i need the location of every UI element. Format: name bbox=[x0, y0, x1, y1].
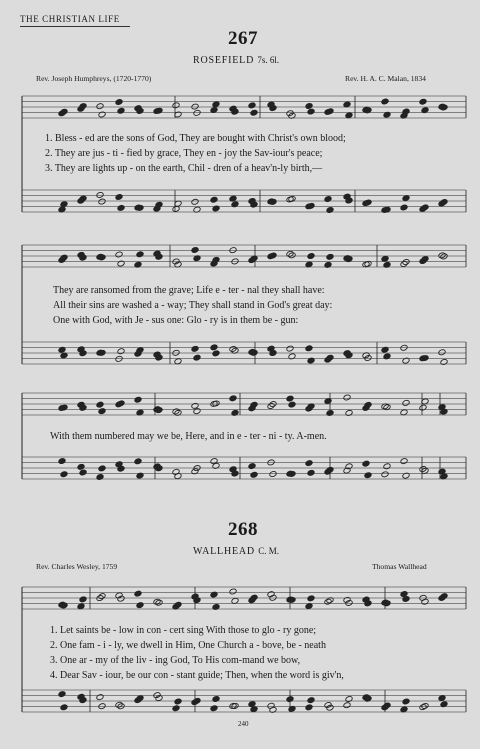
note-head bbox=[250, 594, 258, 601]
note-head bbox=[383, 463, 391, 470]
note-head bbox=[174, 698, 182, 705]
note-head bbox=[438, 349, 446, 356]
note-head bbox=[98, 408, 106, 415]
note-head bbox=[286, 345, 294, 352]
note-head bbox=[210, 196, 218, 203]
note-head bbox=[288, 196, 296, 203]
note-head bbox=[96, 474, 104, 481]
note-head bbox=[60, 404, 68, 411]
note-head bbox=[212, 101, 220, 108]
note-head bbox=[193, 109, 201, 116]
hymn-267-s2-verse-2: All their sins are washed a - way; They shall stand in God's great day: bbox=[53, 300, 333, 311]
note-head bbox=[345, 112, 353, 119]
hymn-268-verse-4: 4. Dear Sav - iour, be our con - stant guide; Then, when the word is giv'n, bbox=[50, 670, 344, 681]
note-head bbox=[286, 395, 294, 402]
note-head bbox=[381, 98, 389, 105]
note-head bbox=[134, 590, 142, 597]
note-head bbox=[343, 394, 351, 401]
note-head bbox=[345, 696, 353, 703]
note-head bbox=[60, 254, 68, 261]
note-head bbox=[362, 460, 370, 467]
note-head bbox=[307, 469, 315, 476]
note-head bbox=[440, 199, 448, 206]
note-head bbox=[307, 253, 315, 260]
note-head bbox=[134, 396, 142, 403]
note-head bbox=[58, 691, 66, 698]
note-head bbox=[115, 194, 123, 201]
note-head bbox=[77, 463, 85, 470]
page-number: 240 bbox=[238, 720, 249, 728]
note-head bbox=[98, 198, 106, 205]
note-head bbox=[402, 108, 410, 115]
note-head bbox=[212, 256, 220, 263]
note-head bbox=[421, 598, 429, 605]
tune-meter: C. M. bbox=[258, 546, 280, 556]
note-head bbox=[326, 466, 334, 473]
tune-meter: 7s. 6l. bbox=[257, 55, 280, 65]
note-head bbox=[250, 109, 258, 116]
note-head bbox=[191, 247, 199, 254]
note-head bbox=[305, 460, 313, 467]
note-head bbox=[307, 595, 315, 602]
note-head bbox=[98, 111, 106, 118]
note-head bbox=[79, 596, 87, 603]
note-head bbox=[212, 205, 220, 212]
note-head bbox=[115, 99, 123, 106]
hymn-267-number: 267 bbox=[228, 28, 258, 49]
note-head bbox=[269, 471, 277, 478]
note-head bbox=[134, 458, 142, 465]
note-head bbox=[155, 201, 163, 208]
note-head bbox=[286, 696, 294, 703]
note-head bbox=[248, 102, 256, 109]
hymn-268-words-by: Rev. Charles Wesley, 1759 bbox=[36, 562, 118, 571]
note-head bbox=[438, 252, 446, 259]
hymn-267-s2-verse-3: One with God, with Je - sus one: Glo - ry is in them be - gun: bbox=[53, 315, 299, 326]
note-head bbox=[174, 358, 182, 365]
note-head bbox=[210, 705, 218, 712]
note-head bbox=[60, 471, 68, 478]
note-head bbox=[77, 603, 85, 610]
note-head bbox=[212, 696, 220, 703]
note-head bbox=[402, 399, 410, 406]
note-head bbox=[326, 207, 334, 214]
note-head bbox=[117, 107, 125, 114]
note-head bbox=[212, 350, 220, 357]
hymn-268-verse-1: 1. Let saints be - low in con - cert sing With those to glo - ry gone; bbox=[50, 625, 317, 636]
note-head bbox=[343, 702, 351, 709]
note-head bbox=[79, 469, 87, 476]
note-head bbox=[229, 588, 237, 595]
note-head bbox=[400, 204, 408, 211]
tune-name: ROSEFIELD bbox=[193, 55, 255, 66]
note-head bbox=[307, 357, 315, 364]
hymn-267-s3-verse-1: With them numbered may we be, Here, and in e - ter - ni - ty. A-men. bbox=[50, 431, 327, 442]
note-head bbox=[229, 395, 237, 402]
note-head bbox=[364, 199, 372, 206]
note-head bbox=[96, 694, 104, 701]
note-head bbox=[421, 204, 429, 211]
note-head bbox=[307, 202, 315, 209]
note-head bbox=[400, 458, 408, 465]
note-head bbox=[96, 192, 104, 199]
note-head bbox=[193, 354, 201, 361]
note-head bbox=[419, 98, 427, 105]
hymn-268-verse-3: 3. One ar - my of the liv - ing God, To His com-mand we bow, bbox=[50, 655, 301, 666]
note-head bbox=[307, 108, 315, 115]
note-head bbox=[250, 471, 258, 478]
note-head bbox=[250, 401, 258, 408]
note-head bbox=[212, 604, 220, 611]
note-head bbox=[364, 472, 372, 479]
note-head bbox=[288, 401, 296, 408]
note-head bbox=[172, 705, 180, 712]
hymn-267-s1-verse-1: 1. Bless - ed are the sons of God, They are bought with Christ's own blood; bbox=[45, 133, 346, 144]
note-head bbox=[326, 108, 334, 115]
note-head bbox=[191, 198, 199, 205]
note-head bbox=[191, 345, 199, 352]
tune-name: WALLHEAD bbox=[193, 546, 255, 557]
hymn-268-number: 268 bbox=[228, 519, 258, 540]
note-head bbox=[324, 196, 332, 203]
note-head bbox=[79, 103, 87, 110]
note-head bbox=[172, 102, 180, 109]
note-head bbox=[96, 103, 104, 110]
hymn-268-music-by: Thomas Wallhead bbox=[372, 562, 427, 571]
note-head bbox=[345, 463, 353, 470]
hymn-267-s1-verse-3: 3. They are lights up - on the earth, Chil - dren of a heav'n-ly birth,— bbox=[45, 163, 323, 174]
note-head bbox=[326, 253, 334, 260]
note-head bbox=[155, 599, 163, 606]
note-head bbox=[60, 108, 68, 115]
note-head bbox=[440, 253, 448, 260]
note-head bbox=[421, 703, 429, 710]
note-head bbox=[345, 409, 353, 416]
note-head bbox=[305, 103, 313, 110]
note-head bbox=[305, 345, 313, 352]
note-head bbox=[98, 465, 106, 472]
note-head bbox=[212, 400, 220, 407]
note-head bbox=[115, 355, 123, 362]
hymn-267-music-by: Rev. H. A. C. Malan, 1834 bbox=[345, 74, 426, 83]
note-head bbox=[153, 598, 161, 605]
note-head bbox=[58, 458, 66, 465]
note-head bbox=[229, 247, 237, 254]
note-head bbox=[117, 260, 125, 267]
note-head bbox=[60, 704, 68, 711]
note-head bbox=[364, 401, 372, 408]
note-head bbox=[98, 703, 106, 710]
note-head bbox=[136, 251, 144, 258]
note-head bbox=[210, 344, 218, 351]
note-head bbox=[269, 252, 277, 259]
note-head bbox=[324, 598, 332, 605]
hymn-268-tune bbox=[193, 546, 279, 557]
hymn-268-verse-2: 2. One fam - i - ly, we dwell in Him, One Church a - bove, be - neath bbox=[50, 640, 326, 651]
note-head bbox=[117, 400, 125, 407]
note-head bbox=[381, 255, 389, 262]
hymn-267-s1-verse-2: 2. They are jus - ti - fied by grace, They en - joy the Sav-iour's peace; bbox=[45, 148, 323, 159]
note-head bbox=[248, 463, 256, 470]
note-head bbox=[174, 601, 182, 608]
note-head bbox=[305, 704, 313, 711]
note-head bbox=[96, 401, 104, 408]
note-head bbox=[383, 702, 391, 709]
note-head bbox=[307, 697, 315, 704]
note-head bbox=[381, 471, 389, 478]
hymn-267-words-by: Rev. Joseph Humphreys, (1720-1770) bbox=[36, 74, 152, 83]
note-head bbox=[191, 103, 199, 110]
note-head bbox=[117, 205, 125, 212]
note-head bbox=[193, 697, 201, 704]
note-head bbox=[440, 359, 448, 366]
note-head bbox=[326, 354, 334, 361]
hymn-267-s2-verse-1: They are ransomed from the grave; Life e - ter - nal they shall have: bbox=[53, 285, 325, 296]
note-head bbox=[117, 348, 125, 355]
note-head bbox=[402, 698, 410, 705]
note-head bbox=[440, 593, 448, 600]
note-head bbox=[117, 595, 125, 602]
running-head: THE CHRISTIAN LIFE bbox=[20, 14, 120, 24]
note-head bbox=[326, 410, 334, 417]
note-head bbox=[136, 602, 144, 609]
note-head bbox=[115, 251, 123, 258]
note-head bbox=[419, 404, 427, 411]
